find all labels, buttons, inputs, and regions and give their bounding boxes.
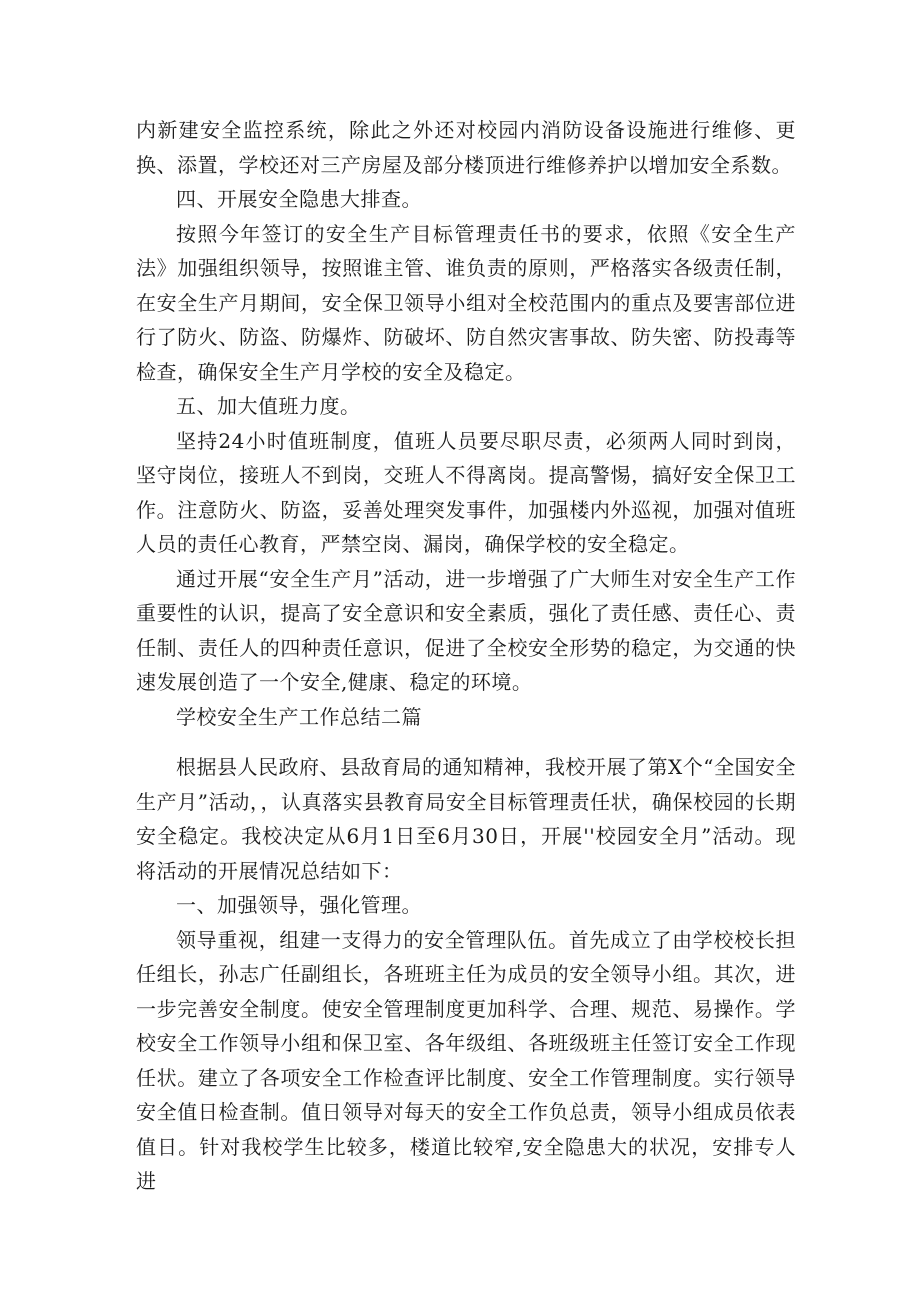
paragraph-intro: 根据县人民政府、县敌育局的通知精神，我校开展了第X个“全国安全生产月”活动，，认真落实县教育局安全目标管理责任状，确保校园的长期安全稳定。我校决定从6月1日至6月30日，开展''校园安全月”活动。现将活动的开展情况总结如下：: [136, 755, 796, 883]
article-title-2: 学校安全生产工作总结二篇: [176, 704, 422, 729]
paragraph-conclusion: 通过开展“安全生产月”活动，进一步增强了广大师生对安全生产工作重要性的认识，提高了安全意识和安全素质，强化了责任感、责任心、责任制、责任人的四种责任意识，促进了全校安全形势的稳定，为交通的快速发展创造了一个安全,健康、稳定的环境。: [136, 566, 796, 694]
section-heading-1: 一、加强领导，强化管理。: [176, 893, 422, 917]
section-heading-4: 四、开展安全隐患大排查。: [176, 187, 422, 211]
paragraph-duty: 坚持24小时值班制度，值班人员要尽职尽责，必须两人同时到岗，坚守岗位，接班人不到岗，交班人不得离岗。提高警惕，搞好安全保卫工作。注意防火、防盗，妥善处理突发事件，加强楼内外巡视，加强对值班人员的责任心教育，严禁空岗、漏岗，确保学校的安全稳定。: [136, 428, 796, 556]
paragraph-continuation: 内新建安全监控系统，除此之外还对校园内消防设备设施进行维修、更换、添置，学校还对三产房屋及部分楼顶进行维修养护以增加安全系数。: [136, 118, 796, 177]
section-heading-5: 五、加大值班力度。: [176, 394, 361, 418]
paragraph-inspection: 按照今年签订的安全生产目标管理责任书的要求，依照《安全生产法》加强组织领导，按照谁主管、谁负责的原则，严格落实各级责任制，在安全生产月期间，安全保卫领导小组对全校范围内的重点及要害部位进行了防火、防盗、防爆炸、防破坏、防自然灾害事故、防失密、防投毒等检查，确保安全生产月学校的安全及稳定。: [136, 221, 796, 384]
text-section-bottom: [136, 750, 796, 1199]
text-section-top: [136, 113, 796, 734]
paragraph-leadership: 领导重视，组建一支得力的安全管理队伍。首先成立了由学校校长担任组长，孙志广任副组长，各班班主任为成员的安全领导小组。其次，进一步完善安全制度。使安全管理制度更加科学、合理、规范、易操作。学校安全工作领导小组和保卫室、各年级组、各班级班主任签订安全工作现任状。建立了各项安全工作检查评比制度、安全工作管理制度。实行领导安全值日检查制。值日领导对每天的安全工作负总责，领导小组成员依表值日。针对我校学生比较多，楼道比较窄,安全隐患大的状况，安排专人进: [136, 927, 796, 1193]
